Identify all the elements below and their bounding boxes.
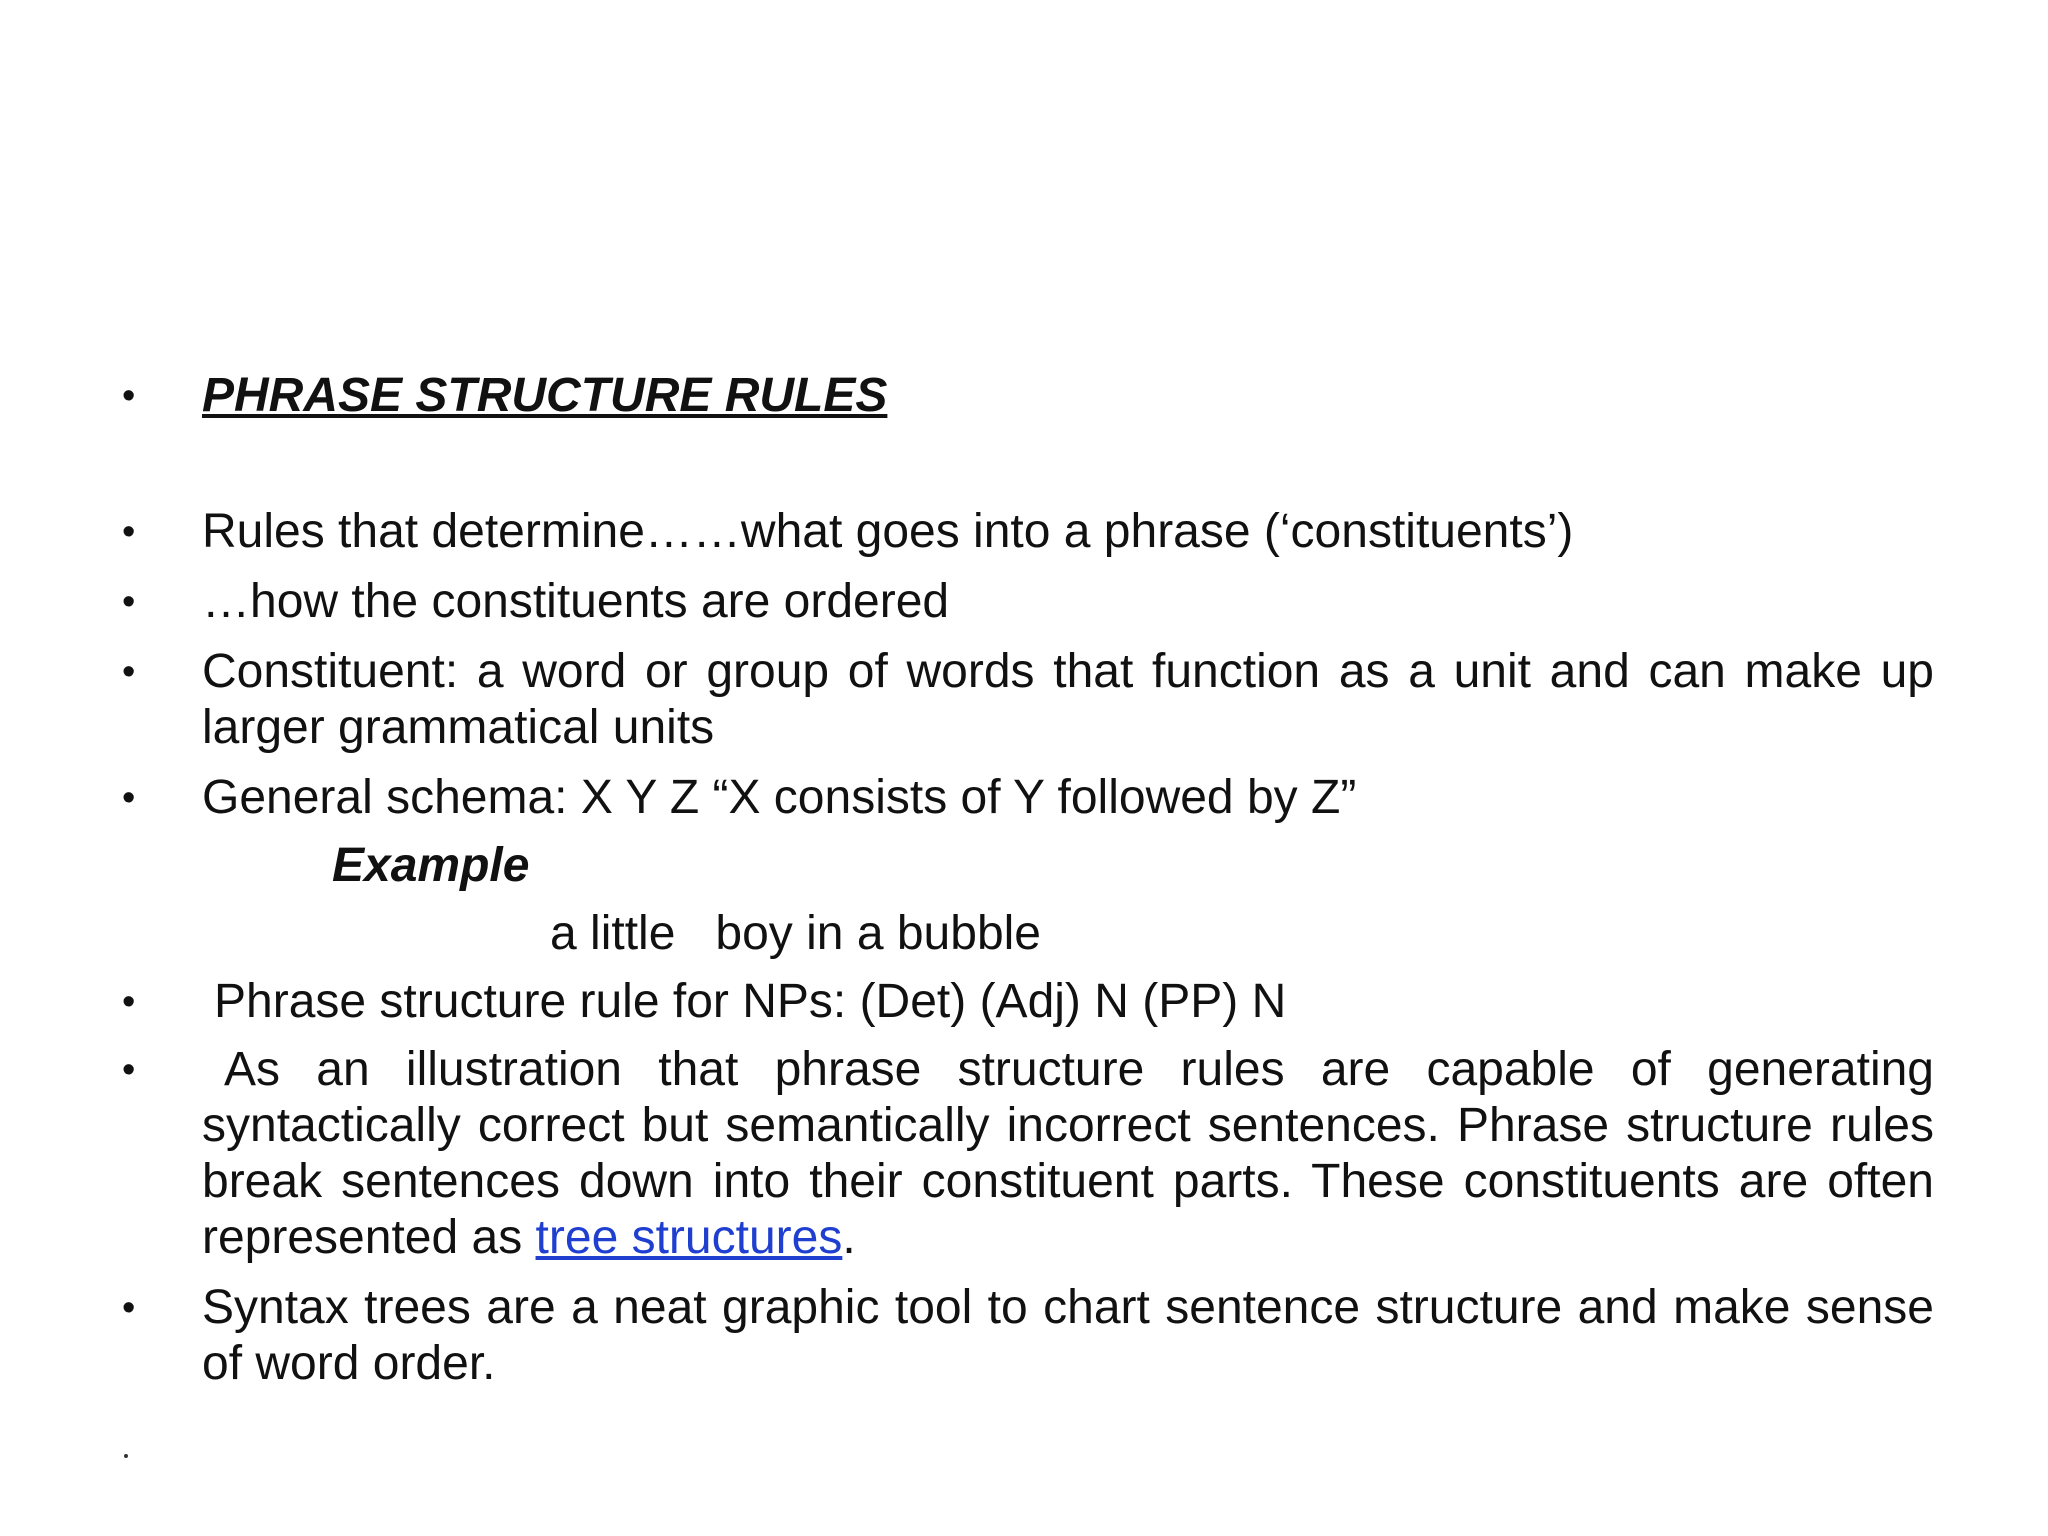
tree-structures-link[interactable]: tree structures <box>535 1211 843 1264</box>
bullet-marker: • <box>122 375 136 417</box>
bullet-marker: • <box>122 511 136 553</box>
slide-heading: PHRASE STRUCTURE RULES <box>202 369 888 422</box>
bullet-marker: • <box>122 981 136 1023</box>
illustration-end: . <box>842 1211 856 1264</box>
bullet-marker: • <box>122 1287 136 1329</box>
bullet-marker: • <box>122 1049 136 1091</box>
list-item: General schema: X Y Z “X consists of Y followed by Z” <box>202 771 1357 824</box>
example-label: Example <box>332 839 530 892</box>
bullet-marker: • <box>122 777 136 819</box>
illustration-paragraph <box>202 1042 1934 1266</box>
list-item: …how the constituents are ordered <box>202 575 950 628</box>
np-rule: Phrase structure rule for NPs: (Det) (Adj) N (PP) N <box>214 975 1287 1028</box>
example-text: a little boy in a bubble <box>550 907 1041 960</box>
list-item: Constituent: a word or group of words that function as a unit and can make up larger grammatical units <box>202 645 1934 754</box>
list-item: Rules that determine……what goes into a phrase (‘constituents’) <box>202 505 1574 558</box>
illustration-text: As an illustration that phrase structure rules are capable of generating syntactically correct but semantically incorrect sentences. Phrase structure rules break sentences down into their constituent parts. These constituents are often represented as <box>202 1043 1934 1264</box>
bullet-marker: • <box>122 651 136 693</box>
footer-dot <box>124 1454 128 1458</box>
bullet-marker: • <box>122 581 136 623</box>
syntax-trees-item: Syntax trees are a neat graphic tool to chart sentence structure and make sense of word order. <box>202 1281 1934 1390</box>
